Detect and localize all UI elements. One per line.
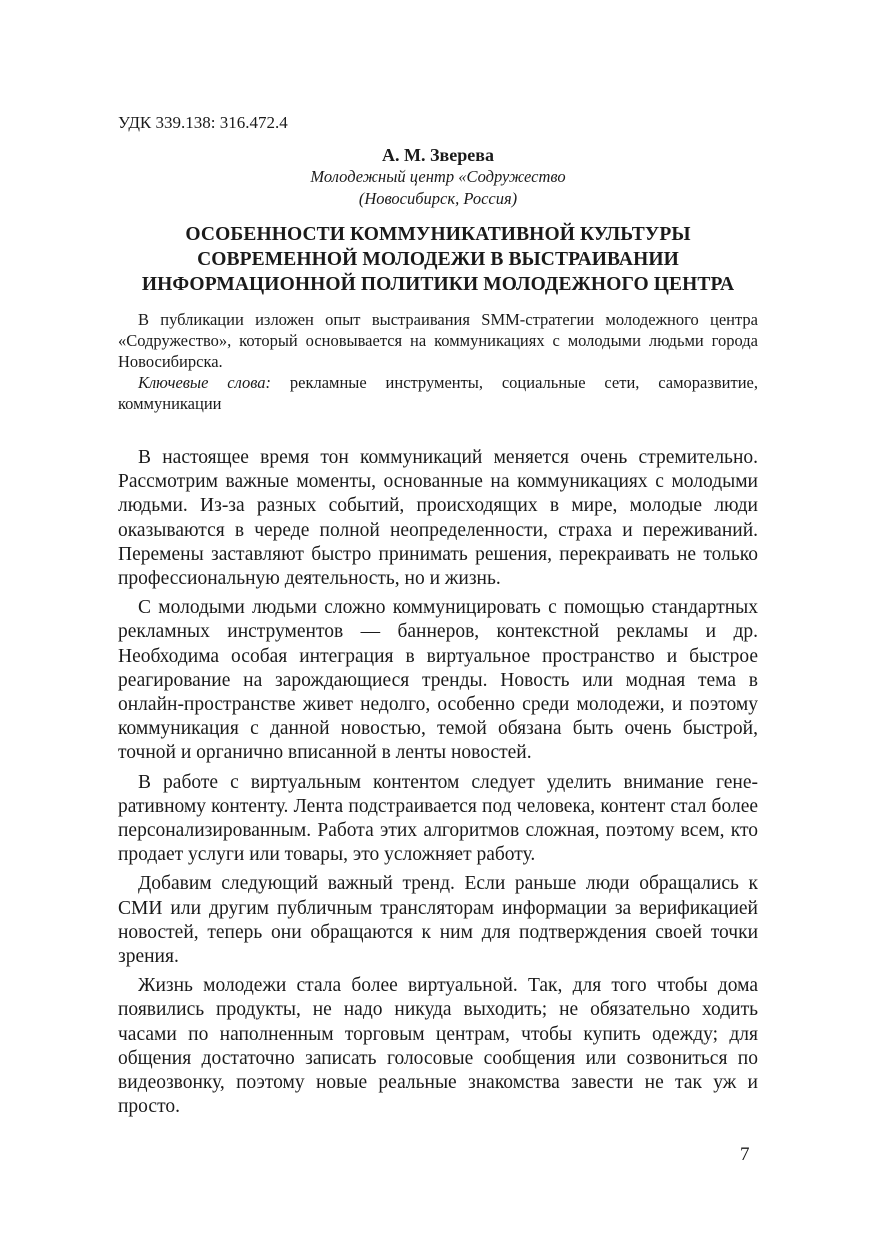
author-affiliation-line1: Молодежный центр «Содружество [310, 167, 566, 186]
article-title-line1: ОСОБЕННОСТИ КОММУНИКАТИВНОЙ КУЛЬТУРЫ [185, 224, 691, 245]
udk-code: УДК 339.138: 316.472.4 [118, 113, 288, 132]
author-affiliation-line2: (Новосибирск, Россия) [358, 189, 518, 208]
article-title-line3: ИНФОРМАЦИОННОЙ ПОЛИТИКИ МОЛОДЕЖНОГО ЦЕНТРА [141, 274, 735, 295]
author-name: А. М. Зверева [382, 145, 494, 165]
body-paragraph-5: Жизнь молодежи стала более виртуальной. Так, для того чтобы дома появились продукты, не надо никуда выходить; не обязательно ходить часами по наполненным торговым центрам, чтобы купить одежду; для общения достаточно записать голосовые сообщения или созвониться по видеозвонку, поэтому новые реальные знакомства завести не так уж и просто. [118, 975, 758, 1118]
keywords-block [118, 372, 758, 414]
keywords-list: рекламные инструменты, социальные сети, саморазвитие, коммуникации [118, 373, 758, 413]
body-paragraph-2: С молодыми людьми сложно коммуницировать с помощью стандартных рекламных инструментов — баннеров, контекстной рекламы и др. Необходима особая интеграция в виртуальное пространство и быстрое реагирование на зарождающиеся тренды. Новость или модная тема в онлайн-пространстве живет недолго, особенно среди молодежи, и поэтому коммуникация с данной новостью, темой обязана быть очень быстрой, точной и органично вписанной в ленты новостей. [118, 597, 758, 764]
body-paragraph-4: Добавим следующий важный тренд. Если раньше люди обращались к СМИ или другим публичным трансляторам информации за верификацией новостей, теперь они обращаются к ним для подтверждения своей точки зрения. [118, 873, 758, 968]
article-title-line2: СОВРЕМЕННОЙ МОЛОДЕЖИ В ВЫСТРАИВАНИИ [197, 249, 679, 270]
keywords-label: Ключевые слова: [138, 373, 272, 392]
article-title [118, 222, 758, 297]
article-body [118, 446, 758, 1119]
article-page [118, 112, 758, 1124]
body-paragraph-3: В работе с виртуальным контентом следует уделить внимание генеративному контенту. Лента подстраивается под человека, контент стал более персонализированным. Работа этих алгоритмов сложная, поэтому всем, кто продает услуги или товары, это усложняет работу. [118, 771, 758, 866]
body-paragraph-1: В настоящее время тон коммуникаций меняется очень стремительно. Рассмотрим важные моменты, основанные на коммуникациях с молодыми людьми. Из-за разных событий, происходящих в мире, молодые люди оказываются в череде полной неопределенности, страха и переживаний. Перемены заставляют быстро принимать решения, перекраивать не только профессиональную деятельность, но и жизнь. [118, 447, 758, 590]
page-number: 7 [740, 1144, 750, 1165]
abstract-text: В публикации изложен опыт выстраивания SMM-стратегии молодежного центра «Содружество», который основывается на коммуникациях с молодыми людьми города Новосибирска. [118, 310, 758, 371]
